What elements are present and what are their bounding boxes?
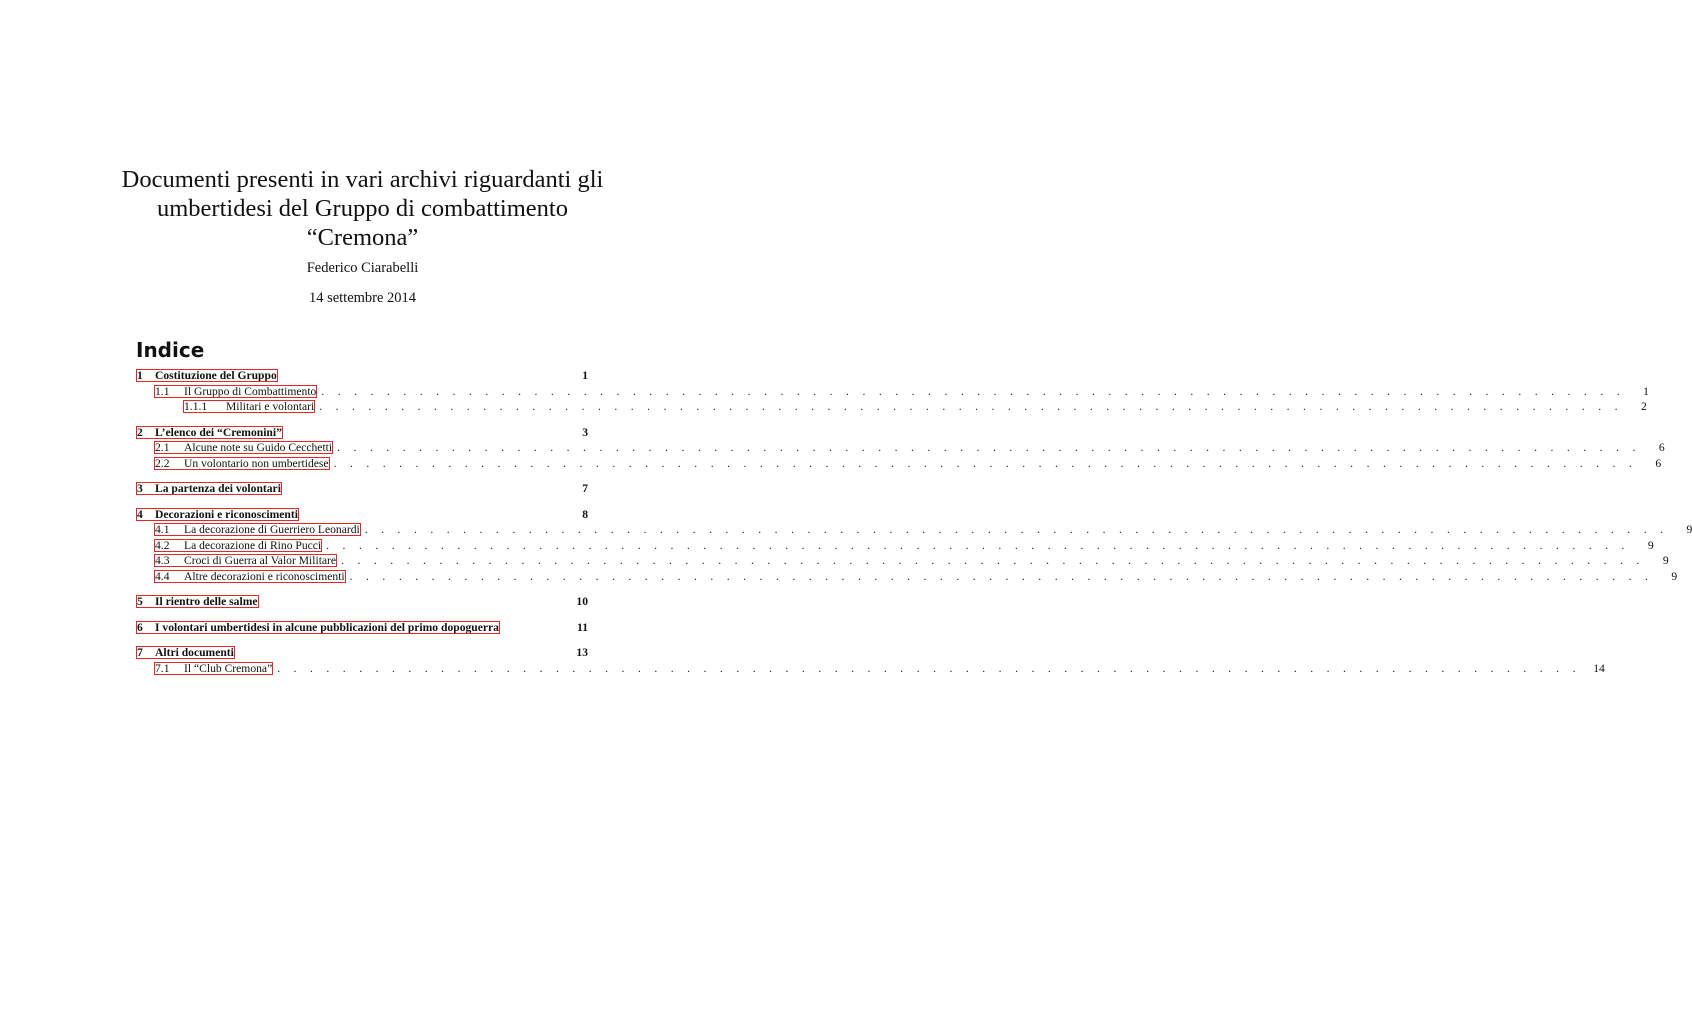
toc-page-number: 13 <box>576 646 588 659</box>
toc-number: 4.2 <box>155 538 170 552</box>
toc-page-number: 9 <box>1662 554 1669 567</box>
toc-entry <box>136 440 1665 456</box>
toc-number: 4.4 <box>155 569 170 583</box>
toc-number: 2 <box>137 425 143 439</box>
toc-link[interactable] <box>136 621 500 634</box>
dot-leaders: . . . . . . . . . . . . . . . . . . . . . . . . . . . . . . . . . . . . . . . . . . . . . . . . . . . . . . . . . . . . . . . . . . . . . . . . . . . . . . . . <box>341 554 1645 567</box>
toc-link[interactable] <box>154 523 361 536</box>
toc-title: Decorazioni e riconoscimenti <box>155 507 298 521</box>
toc-page-number: 1 <box>582 369 588 382</box>
toc-title: Altre decorazioni e riconoscimenti <box>184 569 345 583</box>
toc-link[interactable] <box>154 441 333 454</box>
toc-title: Croci di Guerra al Valor Militare <box>184 554 337 568</box>
toc-title: Il Gruppo di Combattimento <box>184 384 317 398</box>
toc-page-number: 9 <box>1671 569 1678 583</box>
title-line: umbertidesi del Gruppo di combattimento <box>157 195 568 222</box>
toc-entry <box>136 507 588 523</box>
toc-title: Altri documenti <box>155 646 234 660</box>
toc-entry <box>136 553 1669 569</box>
toc-page-number: 7 <box>582 482 588 495</box>
toc-number: 4.3 <box>155 554 170 568</box>
dot-leaders: . . . . . . . . . . . . . . . . . . . . . . . . . . . . . . . . . . . . . . . . . . . . . . . . . . . . . . . . . . . . . . . . . . . . . . . . . . . . . . . . <box>364 523 1669 536</box>
date: 14 settembre 2014 <box>308 290 417 306</box>
toc-page-number: 2 <box>1641 400 1647 413</box>
toc-link[interactable] <box>183 400 315 413</box>
dot-leaders: . . . . . . . . . . . . . . . . . . . . . . . . . . . . . . . . . . . . . . . . . . . . . . . . . . . . . . . . . . . . . . . . . . . . . . . . . . . . . . . . <box>337 441 1641 454</box>
toc-page-number: 1 <box>1643 384 1649 398</box>
toc-title: Il rientro delle salme <box>155 595 258 609</box>
toc-link[interactable] <box>154 539 322 552</box>
toc-link[interactable] <box>154 570 346 583</box>
toc-title: L’elenco dei “Cremonini” <box>155 425 282 439</box>
toc-page-number: 8 <box>582 507 588 521</box>
toc-title: Costituzione del Gruppo <box>155 369 277 383</box>
toc-page-number: 14 <box>1593 661 1605 675</box>
table-of-contents <box>136 368 1692 676</box>
toc-page-number: 6 <box>1655 456 1662 470</box>
toc-entry <box>136 620 588 636</box>
toc-number: 2.2 <box>155 456 170 470</box>
toc-title: La decorazione di Rino Pucci <box>184 538 322 552</box>
toc-page-number: 6 <box>1658 441 1665 454</box>
toc-number: 5 <box>137 595 143 609</box>
toc-title: La partenza dei volontari <box>155 482 281 496</box>
toc-link[interactable] <box>154 554 337 567</box>
toc-title: La decorazione di Guerriero Leonardi <box>184 523 360 537</box>
toc-number: 7 <box>137 646 143 660</box>
toc-number: 7.1 <box>155 661 170 675</box>
title-line: “Cremona” <box>306 224 419 251</box>
dot-leaders: . . . . . . . . . . . . . . . . . . . . . . . . . . . . . . . . . . . . . . . . . . . . . . . . . . . . . . . . . . . . . . . . . . . . . . . . . . . . . . . . <box>326 538 1630 552</box>
toc-heading: Indice <box>136 338 205 362</box>
toc-entry <box>136 481 588 497</box>
toc-number: 4.1 <box>155 523 170 537</box>
toc-title: Un volontario non umbertidese <box>184 456 329 470</box>
dot-leaders: . . . . . . . . . . . . . . . . . . . . . . . . . . . . . . . . . . . . . . . . . . . . . . . . . . . . . . . . . . . . . . . . . . . . . . . . . . . . . . . . <box>333 456 1638 470</box>
toc-entry <box>136 456 1662 472</box>
toc-link[interactable] <box>136 646 235 659</box>
toc-link[interactable] <box>136 369 278 382</box>
toc-entry <box>136 399 1647 415</box>
toc-number: 1.1 <box>155 384 170 398</box>
dot-leaders: . . . . . . . . . . . . . . . . . . . . . . . . . . . . . . . . . . . . . . . . . . . . . . . . . . . . . . . . . . . . . . . . . . . . . . . . . . . . . . . . <box>277 661 1581 675</box>
toc-link[interactable] <box>136 426 283 439</box>
toc-page-number: 9 <box>1647 538 1654 552</box>
toc-link[interactable] <box>136 508 299 521</box>
toc-link[interactable] <box>136 482 282 495</box>
toc-link[interactable] <box>154 457 330 470</box>
toc-entry <box>136 368 588 384</box>
toc-entry <box>136 522 1692 538</box>
toc-page-number: 11 <box>577 620 588 634</box>
toc-title: I volontari umbertidesi in alcune pubblicazioni del primo dopoguerra <box>155 620 499 634</box>
toc-number: 6 <box>137 620 143 634</box>
toc-entry <box>136 538 1654 554</box>
toc-entry <box>136 645 588 661</box>
toc-page-number: 10 <box>576 595 588 608</box>
toc-link[interactable] <box>154 385 317 398</box>
dot-leaders: . . . . . . . . . . . . . . . . . . . . . . . . . . . . . . . . . . . . . . . . . . . . . . . . . . . . . . . . . . . . . . . . . . . . . . . . . . . . . . . . <box>319 400 1623 413</box>
toc-number: 1 <box>137 369 143 383</box>
author: Federico Ciarabelli <box>306 260 419 276</box>
toc-page-number: 9 <box>1686 523 1692 536</box>
toc-number: 1.1.1 <box>184 400 208 414</box>
toc-entry <box>136 425 588 441</box>
toc-entry <box>136 384 1649 400</box>
toc-entry <box>136 661 1605 677</box>
toc-entry <box>136 594 588 610</box>
toc-title: Alcune note su Guido Cecchetti <box>184 441 333 455</box>
toc-number: 2.1 <box>155 441 170 455</box>
toc-title: Il “Club Cremona” <box>184 661 273 675</box>
document-title <box>0 165 725 252</box>
dot-leaders: . . . . . . . . . . . . . . . . . . . . . . . . . . . . . . . . . . . . . . . . . . . . . . . . . . . . . . . . . . . . . . . . . . . . . . . . . . . . . . . . <box>349 569 1654 583</box>
dot-leaders: . . . . . . . . . . . . . . . . . . . . . . . . . . . . . . . . . . . . . . . . . . . . . . . . . . . . . . . . . . . . . . . . . . . . . . . . . . . . . . . . <box>321 384 1625 398</box>
toc-page-number: 3 <box>582 425 588 439</box>
toc-number: 3 <box>137 482 143 496</box>
toc-link[interactable] <box>136 595 259 608</box>
title-line: Documenti presenti in vari archivi riguardanti gli <box>121 166 604 193</box>
toc-number: 4 <box>137 507 143 521</box>
toc-entry <box>136 569 1678 585</box>
toc-title: Militari e volontari <box>226 400 315 414</box>
toc-link[interactable] <box>154 662 273 675</box>
